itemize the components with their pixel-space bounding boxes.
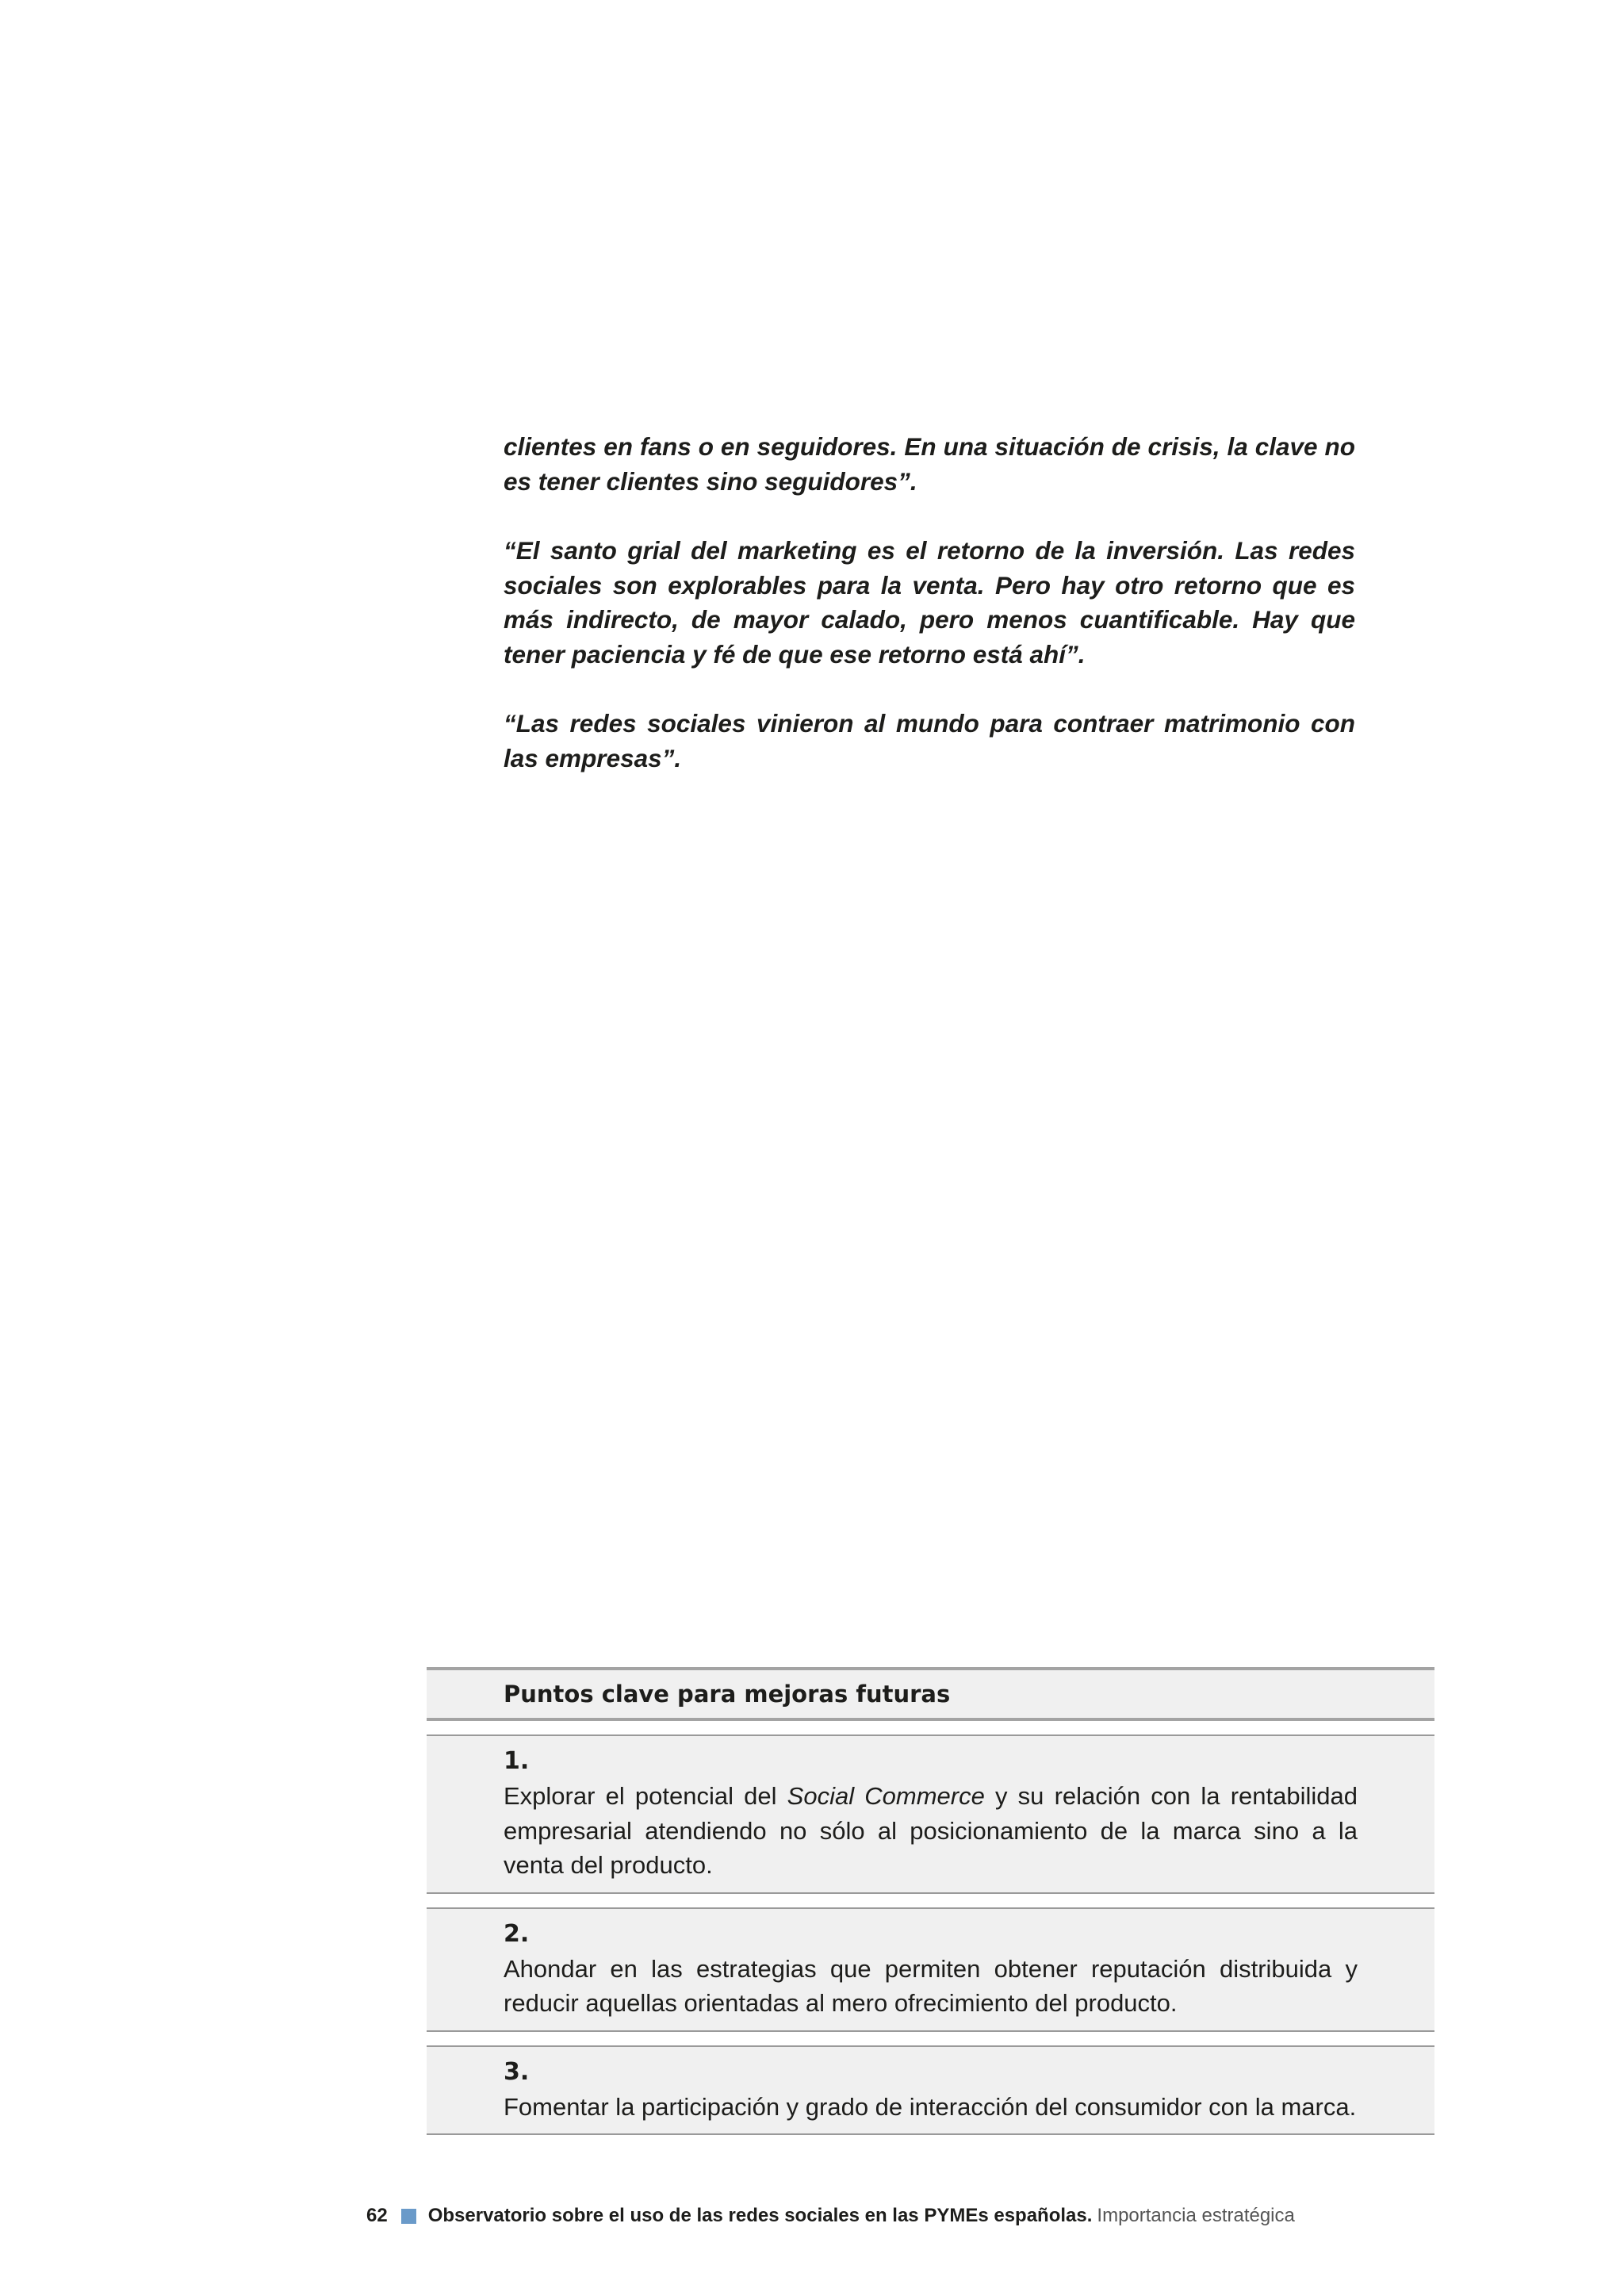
page-footer: [366, 2204, 1295, 2228]
key-point-item: [427, 2045, 1434, 2136]
key-points-header: [427, 1667, 1434, 1721]
key-point-text-start: Explorar el potencial del: [504, 1782, 787, 1810]
key-points-box: [427, 1667, 1434, 2135]
page-number: 62: [366, 2205, 388, 2226]
key-point-item: [427, 1907, 1434, 2032]
key-points-title: Puntos clave para mejoras futuras: [504, 1681, 951, 1708]
interview-quotes: [504, 430, 1355, 811]
quote-paragraph: “El santo grial del marketing es el retorno de la inversión. Las redes sociales son explorables para la venta. Pero hay otro retorno que es más indirecto, de mayor calado, pero menos cuantificable. Hay que tener paciencia y fé de que ese retorno está ahí”.: [504, 536, 1355, 669]
key-point-emphasis: Social Commerce: [787, 1782, 985, 1810]
key-point-text: Fomentar la participación y grado de interacción del consumidor con la marca.: [504, 2092, 1357, 2121]
key-point-number: 2.: [504, 1919, 530, 1948]
key-point-text-end: y su relación con la rentabilidad empresarial atendiendo no sólo al posicionamiento de la marca sino a la venta del producto.: [504, 1782, 1358, 1879]
square-bullet-icon: [401, 2209, 416, 2224]
key-point-number: 3.: [504, 2057, 530, 2086]
quote-paragraph: “Las redes sociales vinieron al mundo para contraer matrimonio con las empresas”.: [504, 709, 1355, 772]
footer-section-name: Importancia estratégica: [1097, 2205, 1295, 2226]
key-point-text: [504, 1779, 1358, 1883]
key-point-text: Ahondar en las estrategias que permiten obtener reputación distribuida y reducir aquellas orientadas al mero ofrecimiento del producto.: [504, 1954, 1358, 2017]
quote-paragraph: clientes en fans o en seguidores. En una situación de crisis, la clave no es tener clientes sino seguidores”.: [504, 432, 1355, 496]
footer-publication-title: Observatorio sobre el uso de las redes sociales en las PYMEs españolas.: [427, 2205, 1093, 2226]
key-point-item: [427, 1734, 1434, 1894]
key-point-number: 1.: [504, 1747, 530, 1775]
